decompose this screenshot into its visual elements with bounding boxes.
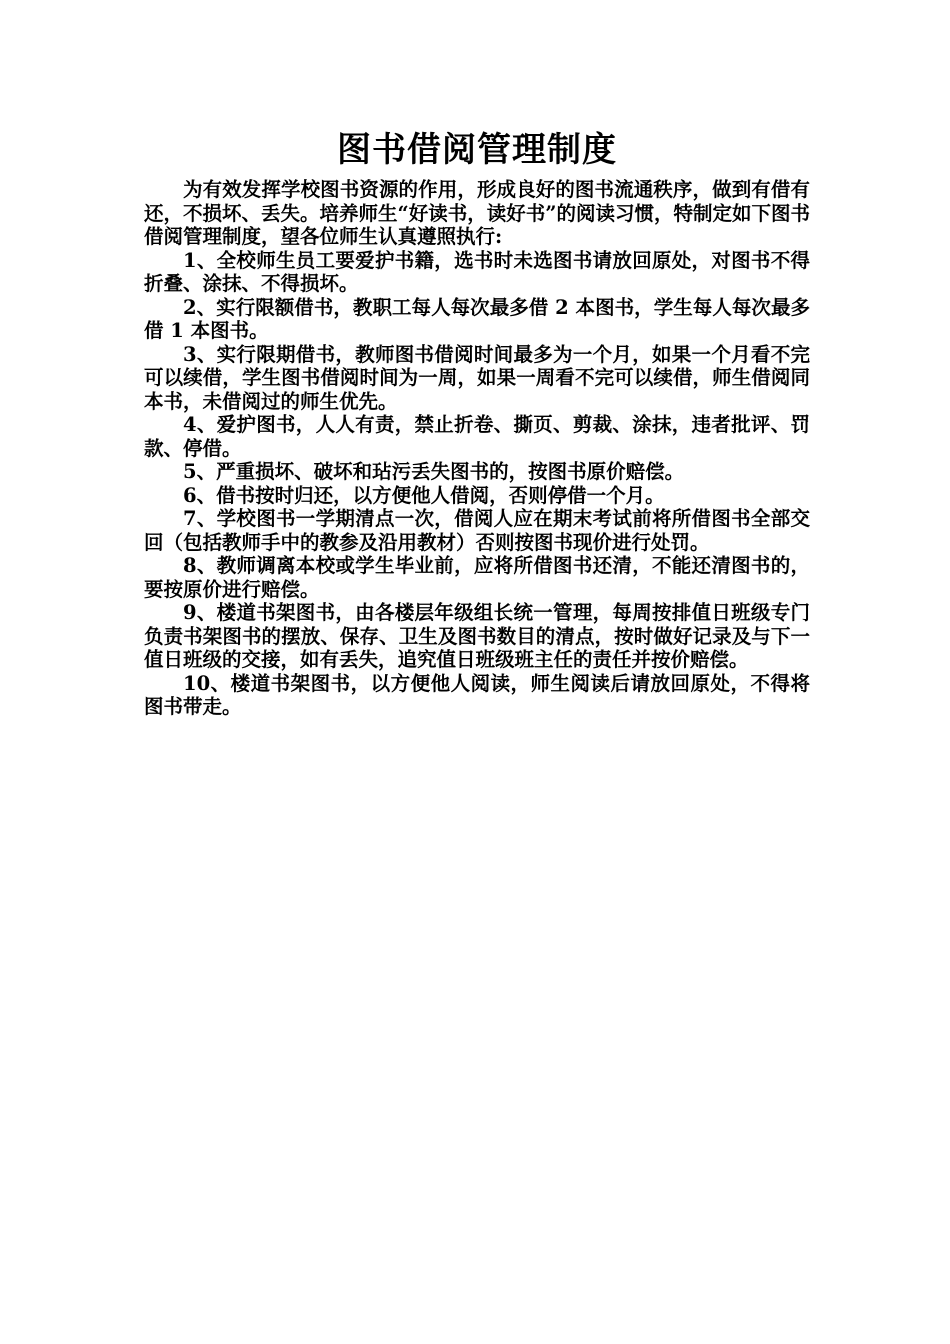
rule-1: 1、全校师生员工要爱护书籍，选书时未选图书请放回原处，对图书不得折叠、涂抹、不得损坏。 <box>144 248 810 295</box>
rule-2: 2、实行限额借书，教职工每人每次最多借 2 本图书，学生每人每次最多借 1 本图书。 <box>144 295 810 342</box>
rule-5: 5、严重损坏、破坏和玷污丢失图书的，按图书原价赔偿。 <box>183 460 685 483</box>
document-page <box>144 126 810 719</box>
rule-3: 3、实行限期借书，教师图书借阅时间最多为一个月，如果一个月看不完可以续借，学生图书借阅时间为一周，如果一周看不完可以续借，师生借阅同本书，未借阅过的师生优先。 <box>144 342 810 413</box>
rule-8: 8、教师调离本校或学生毕业前，应将所借图书还清，不能还清图书的，要按原价进行赔偿。 <box>144 554 810 601</box>
rule-9: 9、楼道书架图书，由各楼层年级组长统一管理，每周按排值日班级专门负责书架图书的摆放、保存、卫生及图书数目的清点，按时做好记录及与下一值日班级的交接，如有丢失，追究值日班级班主任的责任并按价赔偿。 <box>144 601 810 671</box>
rule-6: 6、借书按时归还，以方便他人借阅，否则停借一个月。 <box>183 483 665 507</box>
rule-7: 7、学校图书一学期清点一次，借阅人应在期末考试前将所借图书全部交回（包括教师手中的教参及沿用教材）否则按图书现价进行处罚。 <box>144 507 810 554</box>
rule-4: 4、爱护图书，人人有责，禁止折卷、撕页、剪裁、涂抹，违者批评、罚款、停借。 <box>144 413 810 460</box>
document-title: 图书借阅管理制度 <box>337 130 617 170</box>
intro-paragraph: 为有效发挥学校图书资源的作用，形成良好的图书流通秩序，做到有借有还，不损坏、丢失。培养师生“好读书，读好书”的阅读习惯，特制定如下图书借阅管理制度，望各位师生认真遵照执行: <box>144 178 810 248</box>
rule-10: 10、楼道书架图书，以方便他人阅读，师生阅读后请放回原处，不得将图书带走。 <box>144 671 810 718</box>
